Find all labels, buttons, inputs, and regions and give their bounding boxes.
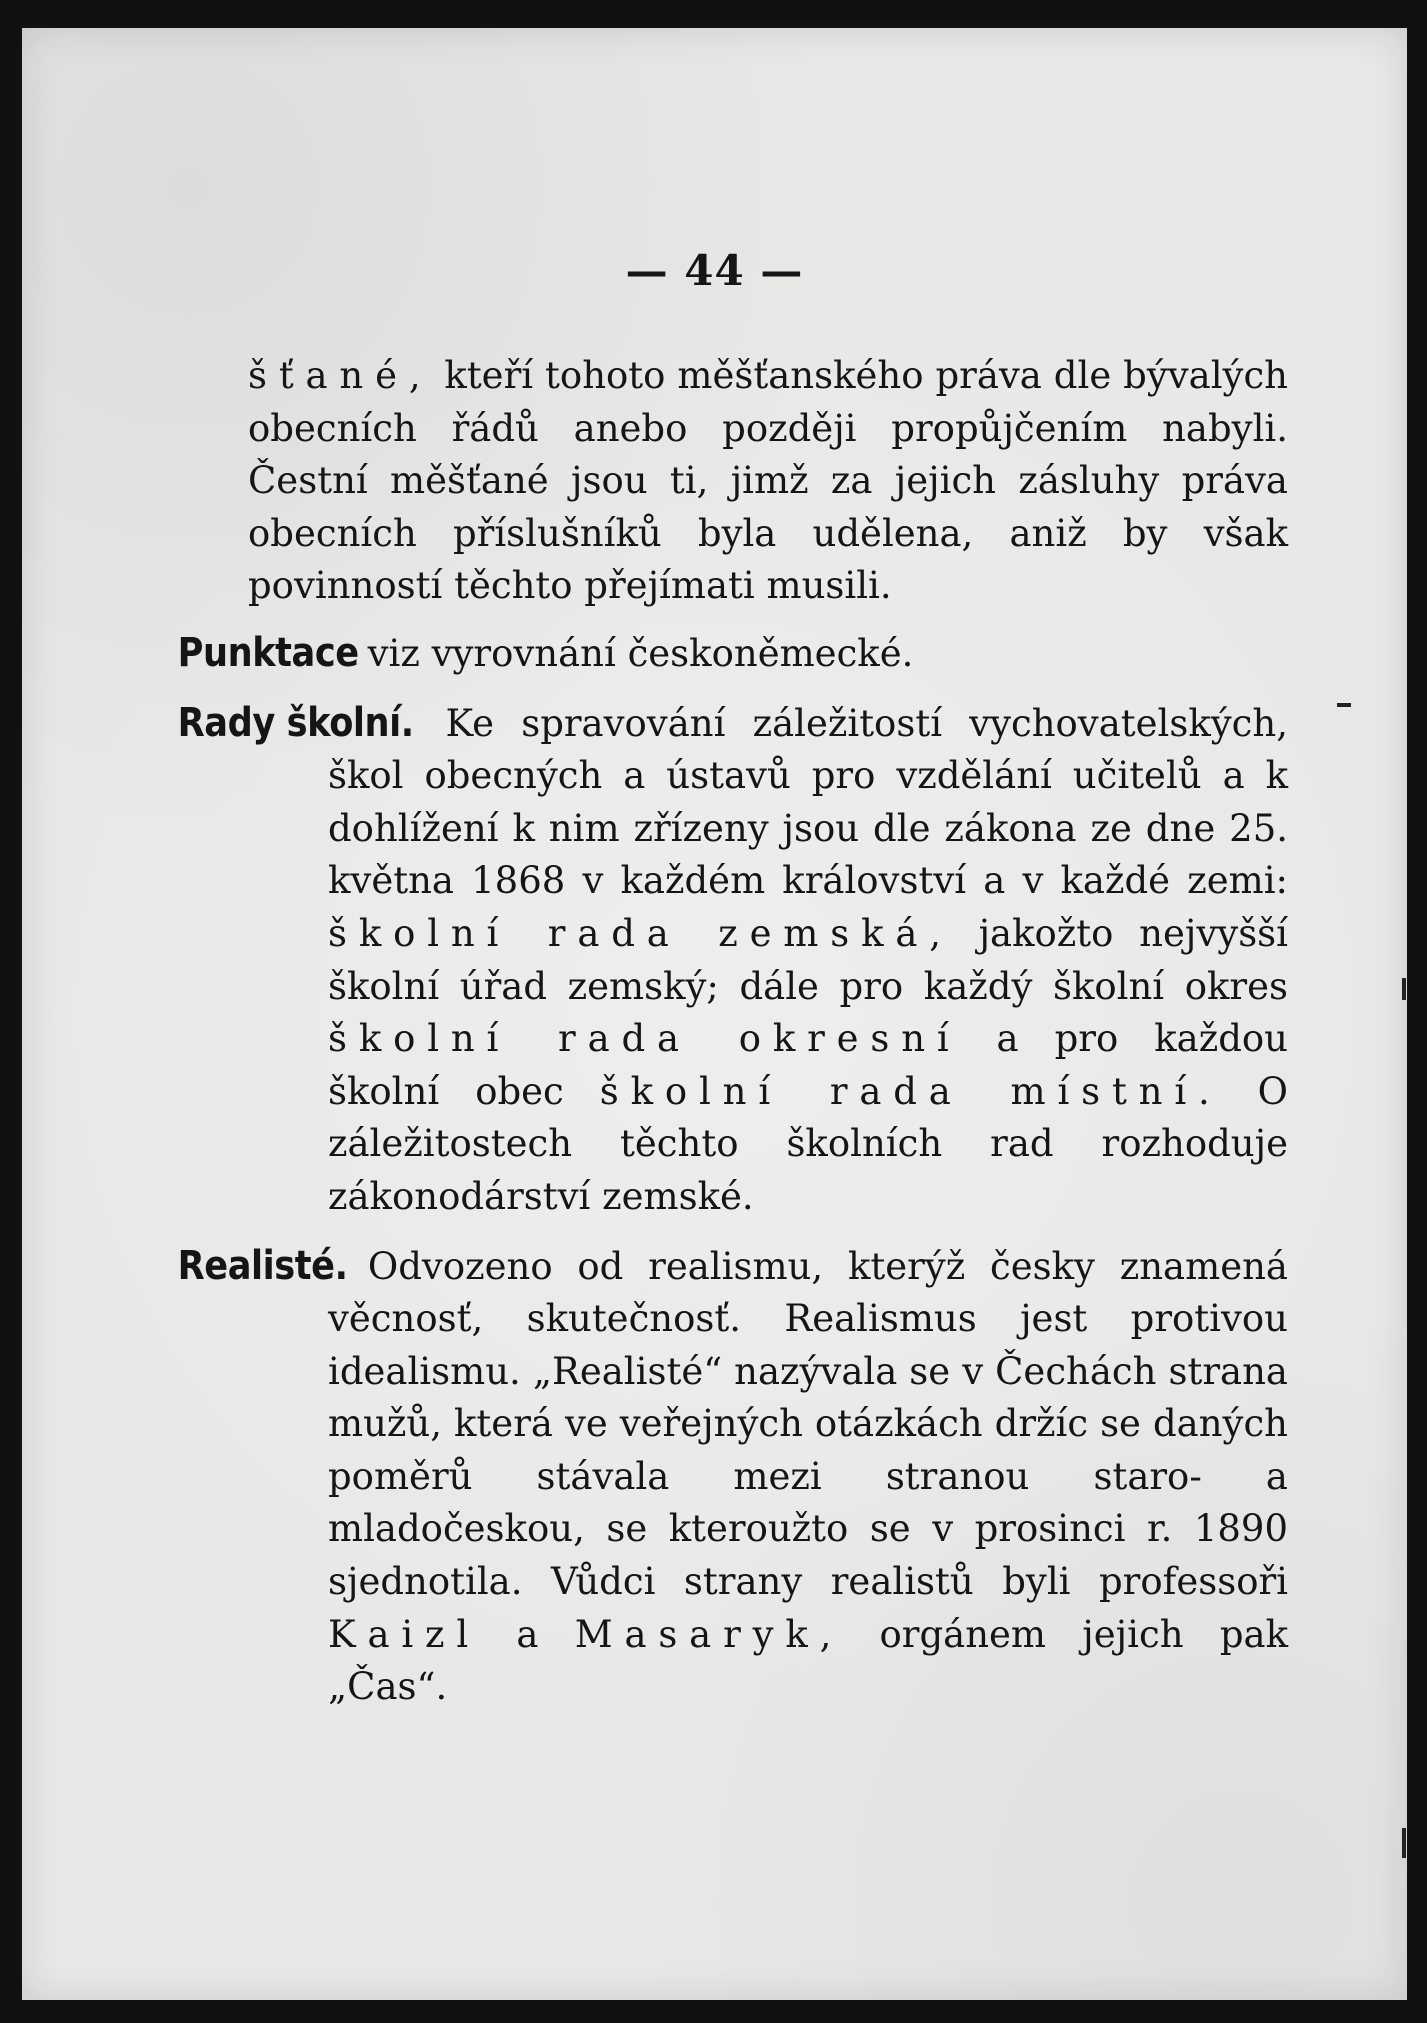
page-content (177, 350, 1288, 1714)
spaced-term: školní rada okresní (328, 1017, 961, 1061)
entry-text: a (480, 1612, 575, 1656)
page-number: — 44 — (625, 246, 804, 295)
margin-speck (1337, 703, 1351, 707)
spaced-name: Masaryk, (574, 1612, 844, 1656)
entry-heading: Realisté. (177, 1242, 348, 1289)
entry-text: Odvozeno od realismu, kterýž česky znamená věcnosť, skutečnosť. Realismus jest protivou idealismu. „Realisté“ nazývala se v Čechách strana mužů, která ve veřejných otázkách držíc se daných poměrů stávala mezi stranou staro- a mladočeskou, se kteroužto se v prosinci r. 1890 sjednotila. Vůdci strany realistů byli professoři (328, 1244, 1288, 1604)
spaced-term: školní rada zemská, (328, 911, 953, 955)
entry-text: orgánem jejich pak „Čas“. (328, 1612, 1288, 1709)
entry-text: a pro každou školní obec (328, 1017, 1288, 1113)
entry-heading: Punktace (177, 629, 359, 676)
paragraph-text: kteří tohoto měšťanského práva dle bývalých obecních řádů anebo později propůjčením nabyli. Čestní měšťané jsou ti, jimž za jejich zásluhy práva obecních příslušníků byla udělena, aniž by však povinností těchto přejímati musili. (248, 354, 1288, 608)
entry-text: viz vyrovnání českoněmecké. (355, 631, 914, 675)
margin-speck (1402, 1828, 1406, 1858)
spaced-term: školní rada místní. (599, 1069, 1222, 1113)
entry-rady-skolni (177, 697, 1288, 1224)
entry-text: O záležitostech těchto školních rad rozhoduje zákonodárství zemské. (328, 1069, 1288, 1218)
margin-speck (1402, 978, 1406, 1000)
entry-heading: Rady školní. (177, 699, 414, 746)
book-page (22, 28, 1407, 2000)
entry-text: Ke spravování záležitostí vychovatelských, škol obecných a ústavů pro vzdělání učitelů a k dohlížení k nim zřízeny jsou dle zákona ze dne 25. května 1868 v každém království a v každé zemi: (328, 701, 1288, 903)
spaced-name: Kaizl (328, 1612, 481, 1656)
entry-punktace (177, 627, 1288, 681)
entry-realiste (177, 1240, 1288, 1714)
spaced-word: šťané, (248, 354, 433, 397)
continuation-paragraph (248, 350, 1288, 613)
entry-text: jakožto nejvyšší školní úřad zemský; dále pro každý školní okres (328, 911, 1288, 1008)
